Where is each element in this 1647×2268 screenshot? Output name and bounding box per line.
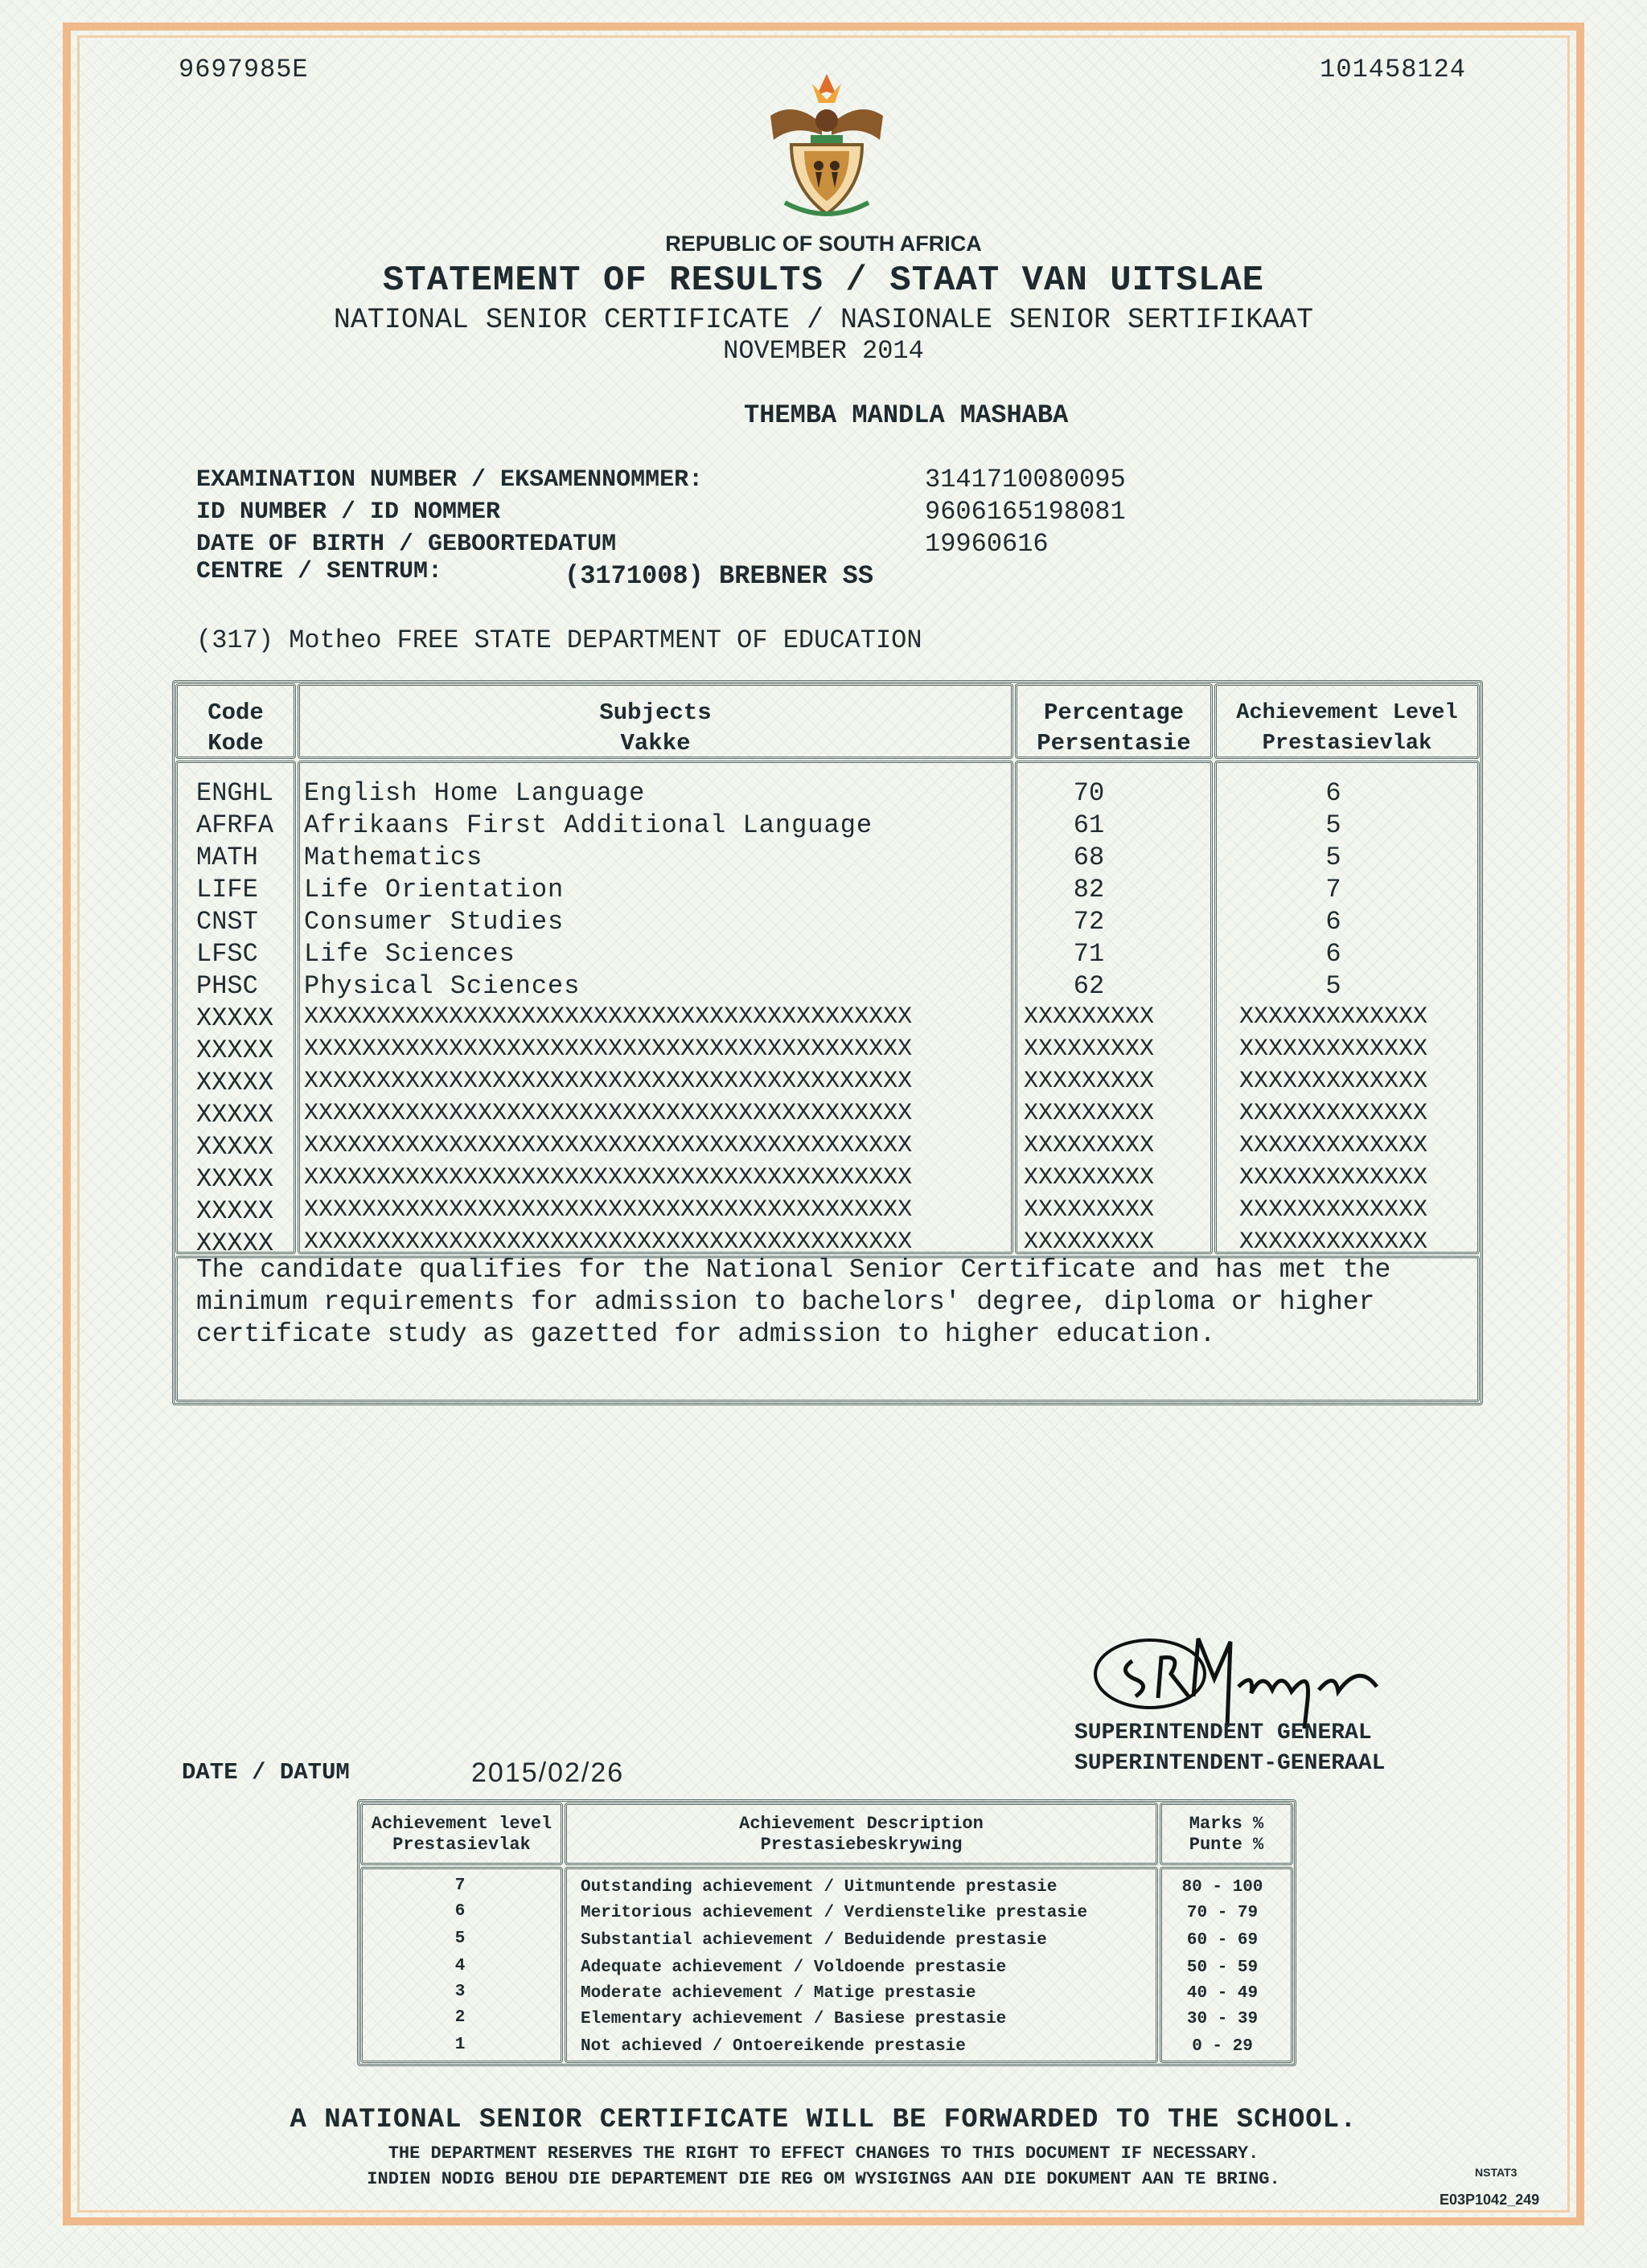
row-subject: Afrikaans First Additional Language [304,810,873,840]
legend-description: Not achieved / Ontoereikende prestasie [581,2037,966,2056]
row-percentage: 62 [1073,971,1105,1001]
legend-level: 7 [454,1876,466,1895]
legend-level-header: Achievement level Prestasievlak [371,1814,552,1855]
row-subject: Mathematics [304,843,483,872]
document-code: E03P1042_249 [1440,2192,1540,2208]
row-percentage: 72 [1073,907,1105,937]
row-percentage-filler: XXXXXXXXX [1023,1132,1155,1159]
form-code: NSTAT3 [1475,2166,1518,2179]
candidate-name: THEMBA MANDLA MASHABA [744,400,1069,430]
legend-description: Elementary achievement / Basiese prestasie [581,2010,1007,2028]
subject-header: Subjects Vakke [599,699,712,757]
document-subtitle: NATIONAL SENIOR CERTIFICATE / NASIONALE SENIOR SERTIFIKAAT [333,304,1314,336]
exam-month: NOVEMBER 2014 [723,336,924,366]
date-label: DATE / DATUM [182,1759,350,1786]
row-percentage-filler: XXXXXXXXX [1023,1003,1155,1031]
row-percentage-filler: XXXXXXXXX [1023,1228,1155,1256]
row-code-filler: XXXXX [196,1228,274,1258]
row-percentage: 70 [1073,778,1105,808]
id-number-label: ID NUMBER / ID NOMMER [196,498,501,526]
coat-of-arms-icon [762,68,891,225]
row-level-filler: XXXXXXXXXXXXX [1238,1164,1428,1191]
centre-label: CENTRE / SENTRUM: [196,558,443,585]
row-subject-filler: XXXXXXXXXXXXXXXXXXXXXXXXXXXXXXXXXXXXXXXXXX [304,1228,913,1256]
legend-marks: 80 - 100 [1181,1878,1263,1897]
legend-level: 4 [454,1957,466,1975]
percentage-header: Percentage Persentasie [1037,699,1191,757]
row-subject: Consumer Studies [304,907,565,937]
row-percentage-filler: XXXXXXXXX [1023,1068,1155,1095]
row-level: 5 [1325,843,1341,872]
row-code-filler: XXXXX [196,1196,274,1226]
row-code: LIFE [196,875,258,904]
row-level-filler: XXXXXXXXXXXXX [1238,1132,1428,1159]
row-code: MATH [196,843,258,872]
exam-number-value: 3141710080095 [925,465,1126,494]
row-level: 7 [1325,875,1341,904]
legend-description: Substantial achievement / Beduidende prestasie [581,1931,1047,1950]
row-percentage: 61 [1073,810,1105,840]
legend-level: 2 [454,2008,466,2027]
signatory-title-en: SUPERINTENDENT GENERAL [1074,1720,1372,1745]
legend-marks: 30 - 39 [1186,2010,1259,2028]
legend-level: 3 [454,1983,466,2001]
row-level-filler: XXXXXXXXXXXXX [1238,1003,1428,1031]
row-code: AFRFA [196,810,274,840]
serial-number-right: 101458124 [1320,55,1466,84]
legend-description: Outstanding achievement / Uitmuntende prestasie [581,1878,1058,1897]
forward-notice: A NATIONAL SENIOR CERTIFICATE WILL BE FORWARDED TO THE SCHOOL. [290,2105,1357,2135]
row-level: 6 [1325,907,1341,937]
legend-description: Meritorious achievement / Verdienstelike prestasie [581,1904,1088,1922]
row-level-filler: XXXXXXXXXXXXX [1238,1068,1428,1095]
date-value: 2015/02/26 [471,1757,625,1788]
legend-marks: 70 - 79 [1186,1904,1259,1922]
level-header: Achievement Level Prestasievlak [1236,701,1458,756]
row-subject-filler: XXXXXXXXXXXXXXXXXXXXXXXXXXXXXXXXXXXXXXXXXX [304,1164,913,1191]
legend-marks-header: Marks % Punte % [1189,1814,1264,1855]
qualification-statement: The candidate qualifies for the National Senior Certificate and has met the minimum requirements for admission to bachelors' degree, diploma or higher certificate study as gazetted for admission to higher education. [196,1255,1391,1349]
row-code-filler: XXXXX [196,1068,274,1097]
row-subject: English Home Language [304,778,646,808]
legend-level: 1 [454,2036,466,2054]
row-code: PHSC [196,971,258,1001]
department-name: (317) Motheo FREE STATE DEPARTMENT OF EDUCATION [196,625,922,655]
signature-icon [1094,1622,1383,1735]
row-level-filler: XXXXXXXXXXXXX [1238,1228,1428,1256]
row-percentage-filler: XXXXXXXXX [1023,1164,1155,1191]
id-number-value: 9606165198081 [925,497,1126,527]
row-percentage-filler: XXXXXXXXX [1023,1100,1155,1127]
legend-marks: 50 - 59 [1186,1958,1259,1977]
row-level-filler: XXXXXXXXXXXXX [1238,1036,1428,1063]
row-level-filler: XXXXXXXXXXXXX [1238,1196,1428,1224]
row-percentage: 68 [1073,843,1105,872]
row-subject: Life Orientation [304,875,565,904]
row-level: 6 [1325,778,1341,808]
row-code-filler: XXXXX [196,1164,274,1194]
row-code-filler: XXXXX [196,1003,274,1033]
row-percentage-filler: XXXXXXXXX [1023,1196,1155,1224]
legend-description: Moderate achievement / Matige prestasie [581,1984,976,2003]
row-level: 5 [1325,810,1341,840]
row-code-filler: XXXXX [196,1036,274,1065]
disclaimer-en: THE DEPARTMENT RESERVES THE RIGHT TO EFFECT CHANGES TO THIS DOCUMENT IF NECESSARY. [388,2143,1259,2163]
legend-marks: 40 - 49 [1186,1984,1259,2003]
document-title: STATEMENT OF RESULTS / STAAT VAN UITSLAE [382,260,1265,301]
row-percentage: 71 [1073,939,1105,969]
exam-number-label: EXAMINATION NUMBER / EKSAMENNOMMER: [196,466,704,494]
serial-number-left: 9697985E [179,55,309,84]
legend-marks: 0 - 29 [1192,2037,1253,2056]
legend-desc-header: Achievement Description Prestasiebeskrywing [739,1814,984,1855]
republic-label: REPUBLIC OF SOUTH AFRICA [665,232,982,256]
row-subject-filler: XXXXXXXXXXXXXXXXXXXXXXXXXXXXXXXXXXXXXXXXXX [304,1196,913,1224]
row-code: LFSC [196,939,258,969]
legend-description: Adequate achievement / Voldoende prestasie [581,1958,1007,1977]
dob-value: 19960616 [925,529,1049,559]
legend-level: 5 [454,1930,466,1948]
row-percentage: 82 [1073,875,1105,904]
row-percentage-filler: XXXXXXXXX [1023,1036,1155,1063]
code-header: Code Kode [207,699,264,757]
row-subject-filler: XXXXXXXXXXXXXXXXXXXXXXXXXXXXXXXXXXXXXXXXXX [304,1100,913,1127]
row-code-filler: XXXXX [196,1132,274,1162]
row-subject: Physical Sciences [304,971,581,1001]
row-subject: Life Sciences [304,939,515,969]
signatory-title-af: SUPERINTENDENT-GENERAAL [1074,1751,1386,1776]
legend-level: 6 [454,1902,466,1921]
dob-label: DATE OF BIRTH / GEBOORTEDATUM [196,531,617,558]
row-level-filler: XXXXXXXXXXXXX [1238,1100,1428,1127]
row-level: 6 [1325,939,1341,969]
row-subject-filler: XXXXXXXXXXXXXXXXXXXXXXXXXXXXXXXXXXXXXXXXXX [304,1068,913,1095]
row-subject-filler: XXXXXXXXXXXXXXXXXXXXXXXXXXXXXXXXXXXXXXXXXX [304,1003,913,1031]
centre-value: (3171008) BREBNER SS [565,561,874,591]
row-code-filler: XXXXX [196,1100,274,1130]
row-code: ENGHL [196,778,274,808]
row-code: CNST [196,907,258,937]
row-subject-filler: XXXXXXXXXXXXXXXXXXXXXXXXXXXXXXXXXXXXXXXXXX [304,1132,913,1159]
legend-marks: 60 - 69 [1186,1931,1259,1950]
disclaimer-af: INDIEN NODIG BEHOU DIE DEPARTEMENT DIE REG OM WYSIGINGS AAN DIE DOKUMENT AAN TE BRING. [367,2169,1280,2189]
row-subject-filler: XXXXXXXXXXXXXXXXXXXXXXXXXXXXXXXXXXXXXXXXXX [304,1036,913,1063]
row-level: 5 [1325,971,1341,1001]
